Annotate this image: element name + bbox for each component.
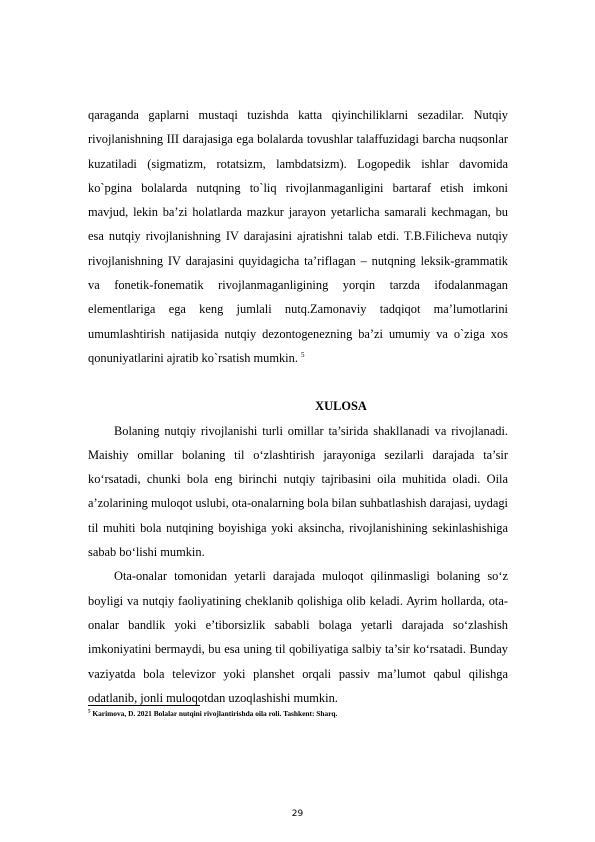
footnote-text: Karimova, D. 2021 Bolalar nutqini rivojlantirishda oila roli. Tashkent: Sharq.: [90, 709, 338, 718]
footnote-reference[interactable]: 5: [301, 350, 305, 359]
spacer: [88, 370, 508, 394]
footnote: [88, 709, 508, 719]
footnote-divider: [88, 705, 200, 706]
paragraph-1: [88, 103, 508, 370]
paragraph-3: Ota-onalar tomonidan yetarli darajada muloqot qilinmasligi bolaning so‘z boyligi va nutqiy faoliyatining cheklanib qolishiga olib keladi. Ayrim hollarda, ota-onalar bandlik yoki e’tiborsizlik sababli bolaga yetarli darajada so‘zlashish imkoniyatini bermaydi, bu esa uning til qobiliyatiga salbiy ta’sir ko‘rsatadi. Bunday vaziyatda bola televizor yoki planshet orqali passiv ma’lumot qabul qilishga odatlanib, jonli muloqotdan uzoqlashishi mumkin.: [88, 569, 508, 705]
paragraph-2: Bolaning nutqiy rivojlanishi turli omillar ta’sirida shakllanadi va rivojlanadi. Maishiy omillar bolaning til o‘zlashtirish jarayoniga sezilarli darajada ta’sir ko‘rsatadi, chunki bola eng birinchi nutqiy tajribasini oila muhitida oladi. Oila a’zolarining muloqot uslubi, ota-onalarning bola bilan suhbatlashish darajasi, uydagi til muhiti bola nutqining boyishiga yoki aksincha, rivojlanishining sekinlashishiga sabab bo‘lishi mumkin.: [88, 423, 508, 560]
paragraph-1-text: qaraganda gaplarni mustaqi tuzishda katta qiyinchiliklarni sezadilar. Nutqiy rivojlanishning III darajasiga ega bolalarda tovushlar talaffuzidagi barcha nuqsonlar kuzatiladi (sigmatizm, rotatsizm, lambdatsizm). Logopedik ishlar davomida ko`pgina bolalarda nutqning to`liq rivojlanmaganligini bartaraf etish imkoni mavjud, lekin ba’zi holatlarda mazkur jarayon yetarlicha samarali kechmagan, bu esa nutqiy rivojlanishning IV darajasini ajratishni talab etdi. T.B.Filicheva nutqiy rivojlanishning IV darajasini quyidagicha ta’riflagan – nutqning leksik-grammatik va fonetik-fonematik rivojlanmaganligining yorqin tarzda ifodalanmagan elementlariga ega keng jumlali nutq.Zamonaviy tadqiqot ma’lumotlarini umumlashtirish natijasida nutqiy dezontogenezning ba’zi umumiy va o`ziga xos qonuniyatlarini ajratib ko`rsatish mumkin.: [88, 108, 508, 365]
section-heading: XULOSA: [315, 399, 367, 414]
body-text: [88, 103, 508, 710]
page-number: 29: [291, 809, 304, 819]
footnote-mark: 5: [88, 709, 91, 715]
